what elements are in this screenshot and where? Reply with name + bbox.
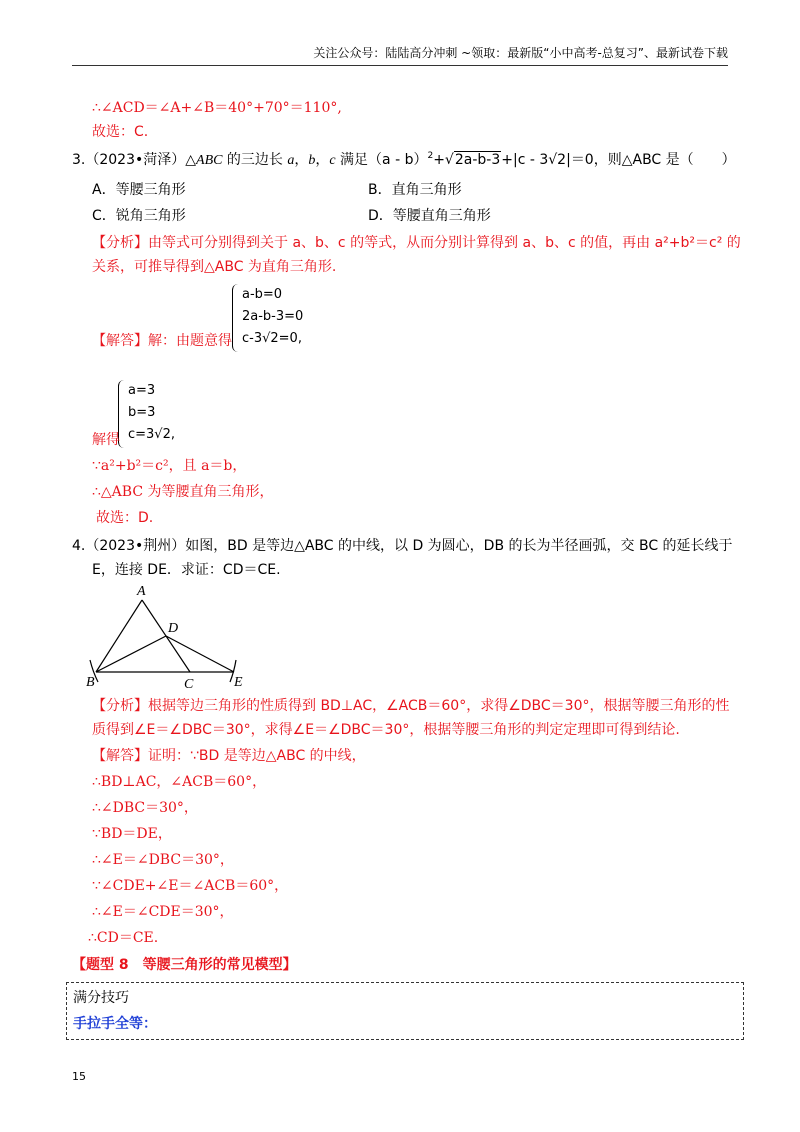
q3-option-b: B．直角三角形 — [368, 182, 462, 198]
q3-step-1: ∵a²+b²＝c²，且 a＝b， — [92, 458, 247, 474]
section-title: 【题型 8 等腰三角形的常见模型】 — [72, 957, 297, 973]
label-A: A — [137, 584, 146, 599]
q4-answer-1 — [92, 746, 366, 766]
system2-row: b=3 — [128, 405, 156, 420]
prev-conclusion: ∴∠ACD＝∠A+∠B＝40°+70°＝110°, — [92, 100, 342, 116]
edge-BD — [96, 636, 166, 672]
q3-system-2 — [118, 380, 175, 448]
q3-answer-text: 解：由题意得 — [148, 333, 232, 349]
q3-stem-mid: 的三边长 — [226, 152, 283, 168]
q4-step: ∴BD⊥AC，∠ACB＝60°， — [92, 774, 267, 790]
q3-option-c: C．锐角三角形 — [92, 208, 186, 224]
q4-answer-text: 证明：∵BD 是等边△ABC 的中线， — [148, 748, 366, 764]
q4-analysis-1 — [92, 696, 730, 716]
q4-stem-2: E，连接 DE．求证：CD＝CE. — [92, 562, 281, 578]
q3-analysis-text-1: 由等式可分别得到关于 a、b、c 的等式，从而分别计算得到 a、b、c 的值，再由 a²+b²＝c² 的 — [148, 235, 741, 251]
system1-row: 2a-b-3=0 — [242, 309, 304, 324]
q4-step: ∴∠DBC＝30°， — [92, 800, 198, 816]
system1-row: c-3√2=0, — [242, 331, 302, 346]
q4-analysis-text-1: 根据等边三角形的性质得到 BD⊥AC，∠ACB＝60°，求得∠DBC＝30°，根据等腰三角形的性 — [148, 698, 730, 714]
q4-figure — [84, 580, 254, 690]
label-C: C — [184, 677, 194, 690]
edge-AB — [96, 600, 142, 672]
q3-system-1 — [232, 284, 303, 352]
tips-item: 手拉手全等： — [73, 1016, 157, 1032]
q3-option-a: A．等腰三角形 — [92, 182, 186, 198]
q4-step: ∵∠CDE+∠E＝∠ACB＝60°， — [92, 878, 289, 894]
q3-answer-1 — [92, 331, 232, 351]
label-E: E — [234, 675, 243, 690]
label-B: B — [86, 675, 95, 690]
tips-box — [66, 982, 744, 1040]
system2-row: c=3√2, — [128, 427, 175, 442]
q4-analysis-2: 质得到∠E＝∠DBC＝30°，求得∠E＝∠DBC＝30°，根据等腰三角形的判定定理即可得到结论. — [92, 722, 680, 738]
q3-analysis-tag: 【分析】 — [92, 235, 148, 251]
brace-left — [232, 284, 239, 352]
system2-row: a=3 — [128, 383, 156, 398]
q3-step-3: 故选：D. — [96, 510, 154, 526]
q3-stem-cond: 满足（a - b） — [340, 152, 428, 168]
q4-step: ∴CD＝CE. — [88, 930, 159, 946]
q3-answer-tag: 【解答】 — [92, 333, 148, 349]
q4-step: ∵BD＝DE， — [92, 826, 172, 842]
q3-stem-prefix: 3.（2023•菏泽）△ — [72, 152, 197, 168]
q3-abs-term: c - 3√2 — [517, 152, 567, 168]
page-header: 关注公众号：陆陆高分冲刺 ~领取：最新版“小中高考-总复习”、最新试卷下载 — [72, 44, 728, 66]
q4-analysis-tag: 【分析】 — [92, 698, 148, 714]
prev-choice: 故选：C. — [92, 124, 149, 140]
q4-step: ∴∠E＝∠CDE＝30°， — [92, 904, 234, 920]
system1-row: a-b=0 — [242, 287, 283, 302]
label-D: D — [168, 621, 179, 636]
q3-stem-end: ＝0，则△ABC 是（ ） — [570, 152, 736, 168]
edge-DE — [166, 636, 234, 672]
q3-option-d: D．等腰直角三角形 — [368, 208, 491, 224]
q4-stem-1: 4.（2023•荆州）如图，BD 是等边△ABC 的中线，以 D 为圆心，DB 的长为半径画弧，交 BC 的延长线于 — [72, 538, 733, 554]
tips-title: 满分技巧 — [73, 990, 129, 1006]
q3-step-2: ∴△ABC 为等腰直角三角形， — [92, 484, 274, 500]
q3-stem: 3.（2023•菏泽）△ABC 的三边长 a，b，c 满足（a - b）$^2$+√2a-b-3+|c - 3√2|＝0，则△ABC 是（ ） — [72, 151, 736, 168]
q3-analysis-2: 关系，可推导得到△ABC 为直角三角形. — [92, 259, 337, 275]
q3-solve-label: 解得 — [92, 432, 120, 448]
page-number: 15 — [72, 1070, 86, 1083]
q3-sqrt-term: 2a-b-3 — [454, 152, 501, 168]
q3-analysis-1 — [92, 233, 741, 253]
q4-step: ∴∠E＝∠DBC＝30°， — [92, 852, 234, 868]
q4-answer-tag: 【解答】 — [92, 748, 148, 764]
